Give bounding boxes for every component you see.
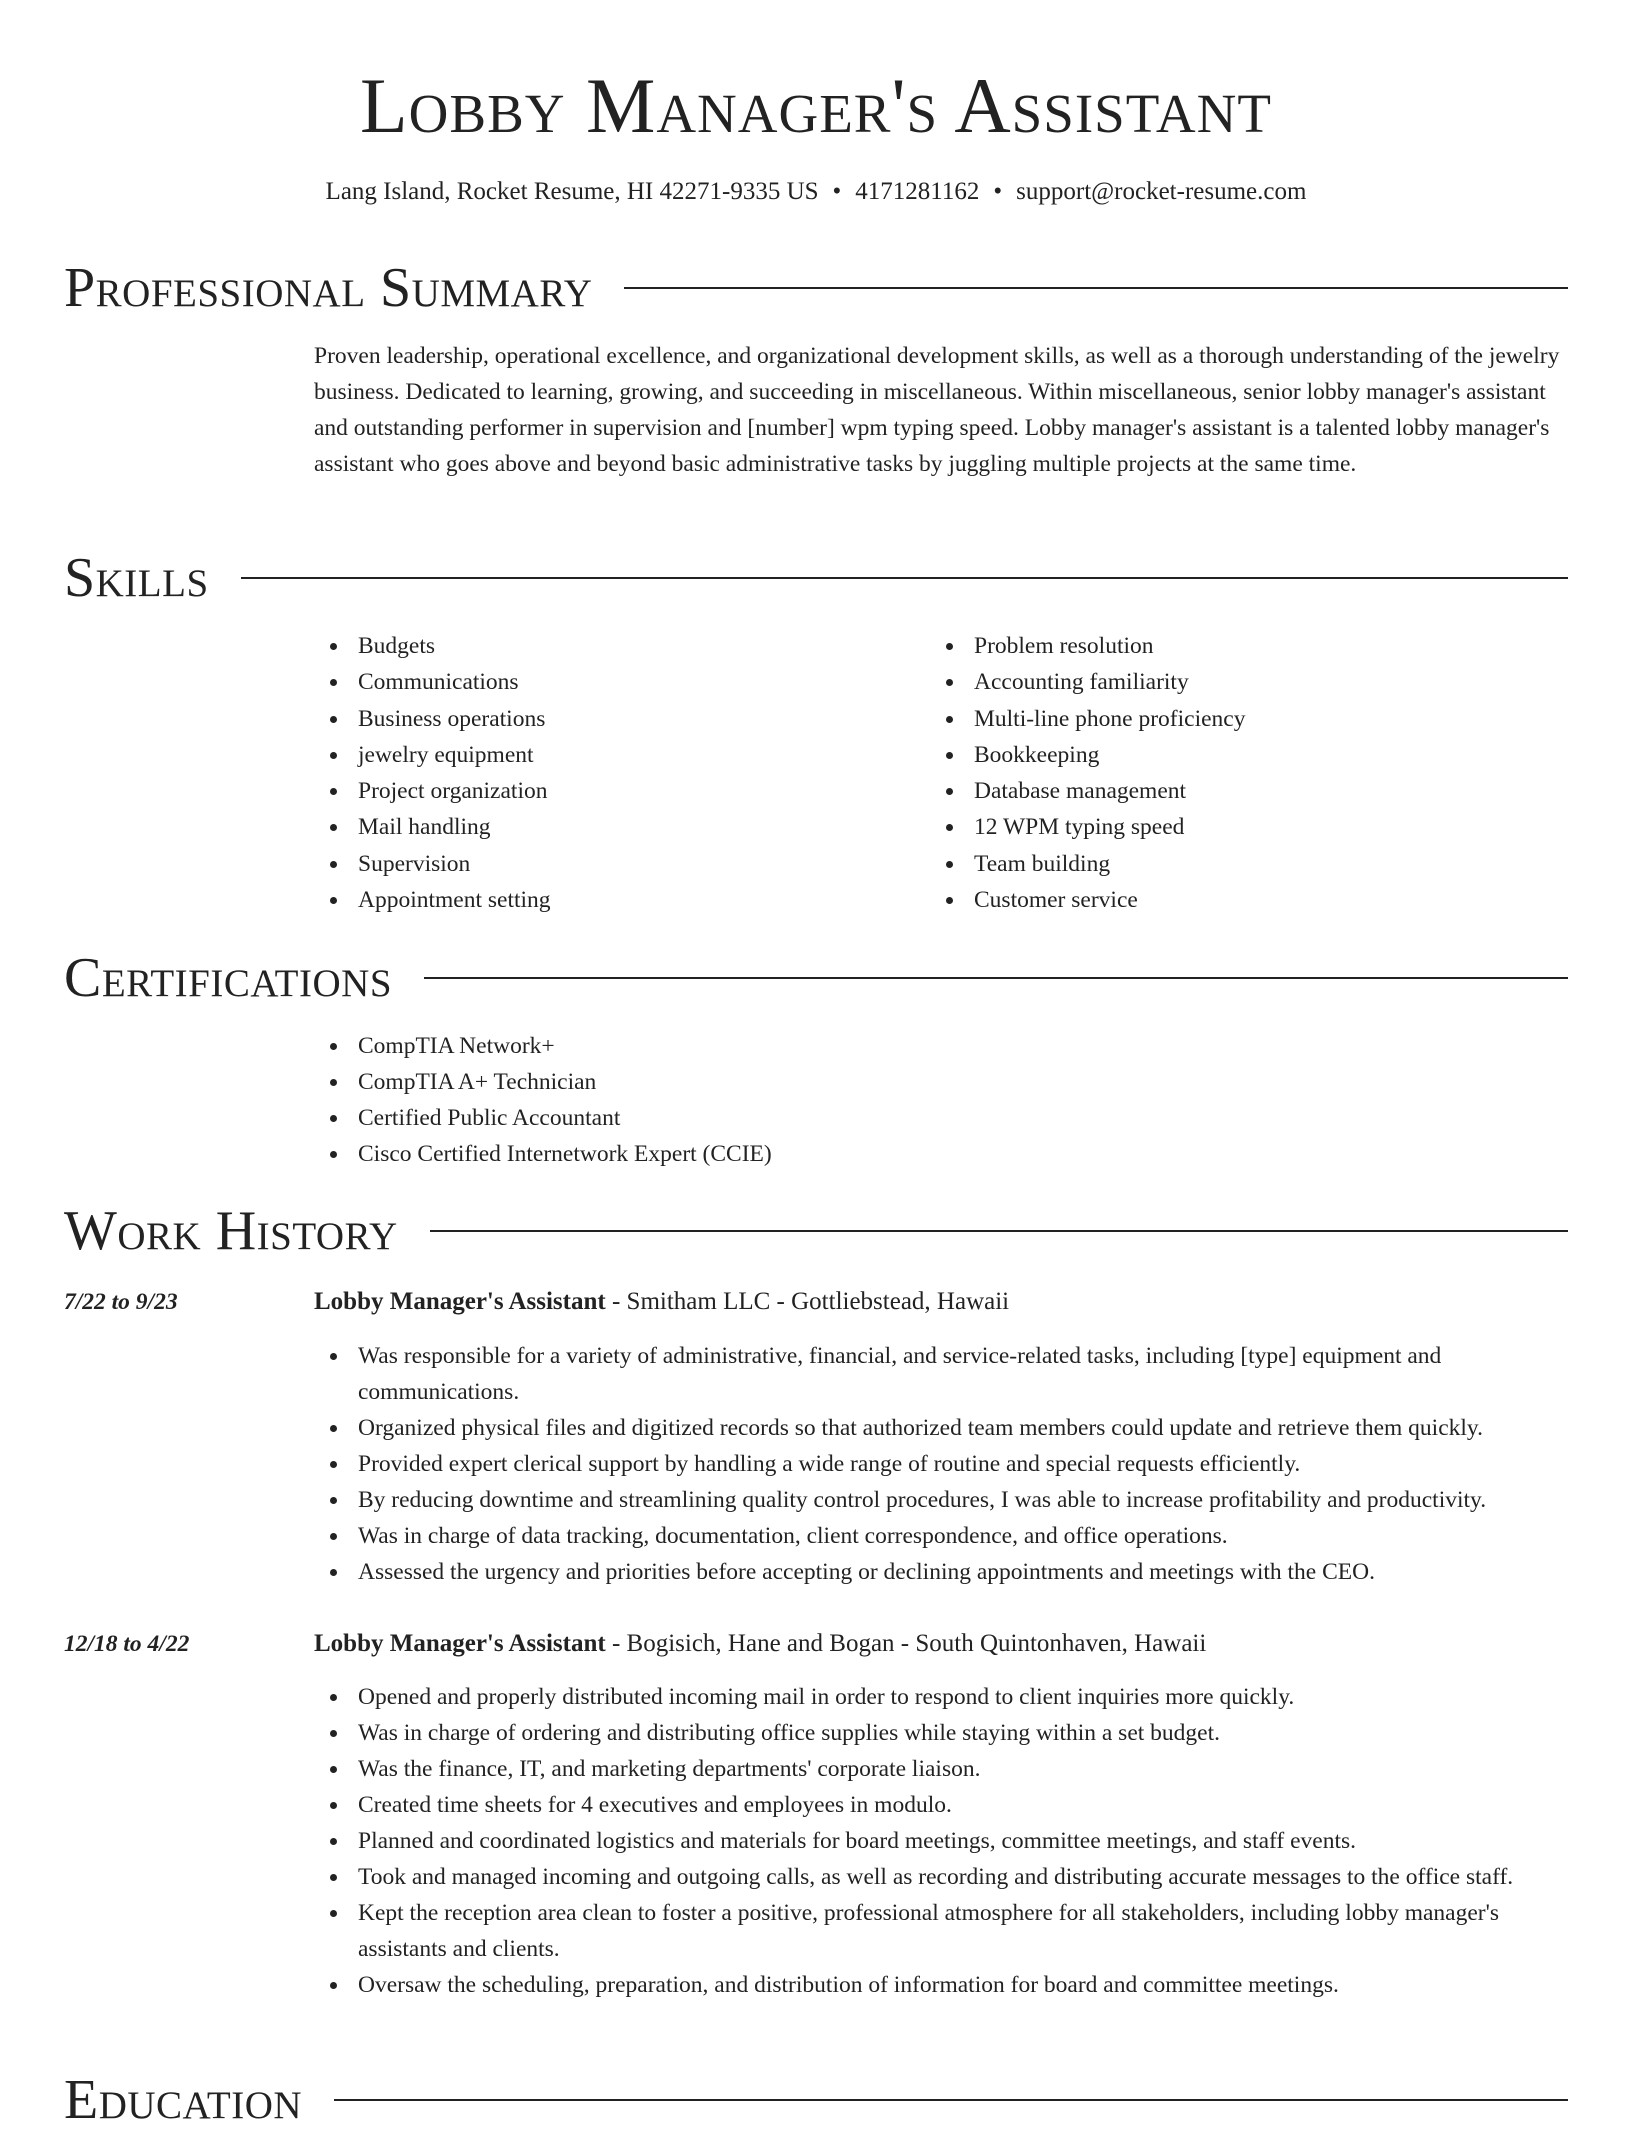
job-bullet: Planned and coordinated logistics and materials for board meetings, committee meetings, and staff events. [314,1823,1568,1859]
candidate-name: Lobby Manager's Assistant [360,62,1272,149]
job-bullets [314,1338,1568,1590]
skill-item: Budgets [314,628,914,664]
contact-phone: 4171281162 [855,178,980,205]
job-bullet: Kept the reception area clean to foster a positive, professional atmosphere for all stakeholders, including lobby manager's assistants and clients. [314,1895,1568,1967]
skill-item: jewelry equipment [314,737,914,773]
job-bullet: Was in charge of ordering and distributing office supplies while staying within a set budget. [314,1715,1568,1751]
section-title-summary: Professional Summary [64,257,593,319]
section-title-education: Education [64,2069,303,2131]
section-header-education [64,2068,1568,2132]
skill-item: Problem resolution [930,628,1530,664]
section-header-work-history [64,1199,1568,1263]
section-divider [430,1230,1568,1232]
certification-item: CompTIA Network+ [314,1028,1568,1064]
contact-separator: • [993,178,1003,205]
section-title-work-history: Work History [64,1200,398,1262]
job-dates: 7/22 to 9/23 [64,1289,178,1315]
section-divider [241,577,1568,579]
job-bullet: Was the finance, IT, and marketing departments' corporate liaison. [314,1751,1568,1787]
skill-item: Mail handling [314,809,914,845]
job-role: Lobby Manager's Assistant [314,1630,606,1657]
skills-list-left [314,628,914,918]
job-heading [314,1626,1206,1662]
job-bullet: Oversaw the scheduling, preparation, and distribution of information for board and committee meetings. [314,1967,1568,2003]
skill-item: Database management [930,773,1530,809]
job-bullet: Was in charge of data tracking, documentation, client correspondence, and office operations. [314,1518,1568,1554]
job-employer: - Smitham LLC - Gottliebstead, Hawaii [605,1288,1010,1315]
job-bullets [314,1679,1568,2003]
skill-item: 12 WPM typing speed [930,809,1530,845]
job-bullet: Provided expert clerical support by handling a wide range of routine and special requests efficiently. [314,1446,1568,1482]
skill-item: Multi-line phone proficiency [930,701,1530,737]
job-bullet: Created time sheets for 4 executives and employees in modulo. [314,1787,1568,1823]
skill-item: Business operations [314,701,914,737]
skill-item: Accounting familiarity [930,664,1530,700]
section-title-skills: Skills [64,547,209,609]
section-divider [624,287,1568,289]
contact-separator: • [832,178,842,205]
contact-line [0,176,1632,208]
section-divider [334,2099,1568,2101]
certification-item: CompTIA A+ Technician [314,1064,1568,1100]
job-bullet: Assessed the urgency and priorities before accepting or declining appointments and meetings with the CEO. [314,1554,1568,1590]
job-heading [314,1284,1009,1320]
summary-text: Proven leadership, operational excellence, and organizational development skills, as well as a thorough understanding of the jewelry business. Dedicated to learning, growing, and succeeding in miscellaneous. Within miscellaneous, senior lobby manager's assistant and outstanding performer in supervision and [number] wpm typing speed. Lobby manager's assistant is a talented lobby manager's assistant who goes above and beyond basic administrative tasks by juggling multiple projects at the same time. [314,343,1560,477]
skill-item: Project organization [314,773,914,809]
job-role: Lobby Manager's Assistant [314,1288,606,1315]
contact-email: support@rocket-resume.com [1016,178,1307,205]
skill-item: Supervision [314,846,914,882]
section-header-summary [64,256,1568,320]
job-bullet: Opened and properly distributed incoming mail in order to respond to client inquiries more quickly. [314,1679,1568,1715]
certifications-list [314,1028,1568,1172]
job-employer: - Bogisich, Hane and Bogan - South Quintonhaven, Hawaii [605,1630,1207,1657]
skill-item: Team building [930,846,1530,882]
skill-item: Customer service [930,882,1530,918]
job-bullet: Was responsible for a variety of administrative, financial, and service-related tasks, including [type] equipment and communications. [314,1338,1568,1410]
section-header-skills [64,546,1568,610]
job-bullet: Took and managed incoming and outgoing calls, as well as recording and distributing accurate messages to the office staff. [314,1859,1568,1895]
section-title-certifications: Certifications [64,947,393,1009]
skill-item: Communications [314,664,914,700]
section-header-certifications [64,946,1568,1010]
skill-item: Bookkeeping [930,737,1530,773]
certification-item: Certified Public Accountant [314,1100,1568,1136]
job-bullet: Organized physical files and digitized records so that authorized team members could update and retrieve them quickly. [314,1410,1568,1446]
job-dates: 12/18 to 4/22 [64,1631,190,1657]
certification-item: Cisco Certified Internetwork Expert (CCIE) [314,1136,1568,1172]
skills-list-right [930,628,1530,918]
section-divider [424,977,1568,979]
skill-item: Appointment setting [314,882,914,918]
job-bullet: By reducing downtime and streamlining quality control procedures, I was able to increase profitability and productivity. [314,1482,1568,1518]
contact-address: Lang Island, Rocket Resume, HI 42271-9335 US [325,178,819,205]
